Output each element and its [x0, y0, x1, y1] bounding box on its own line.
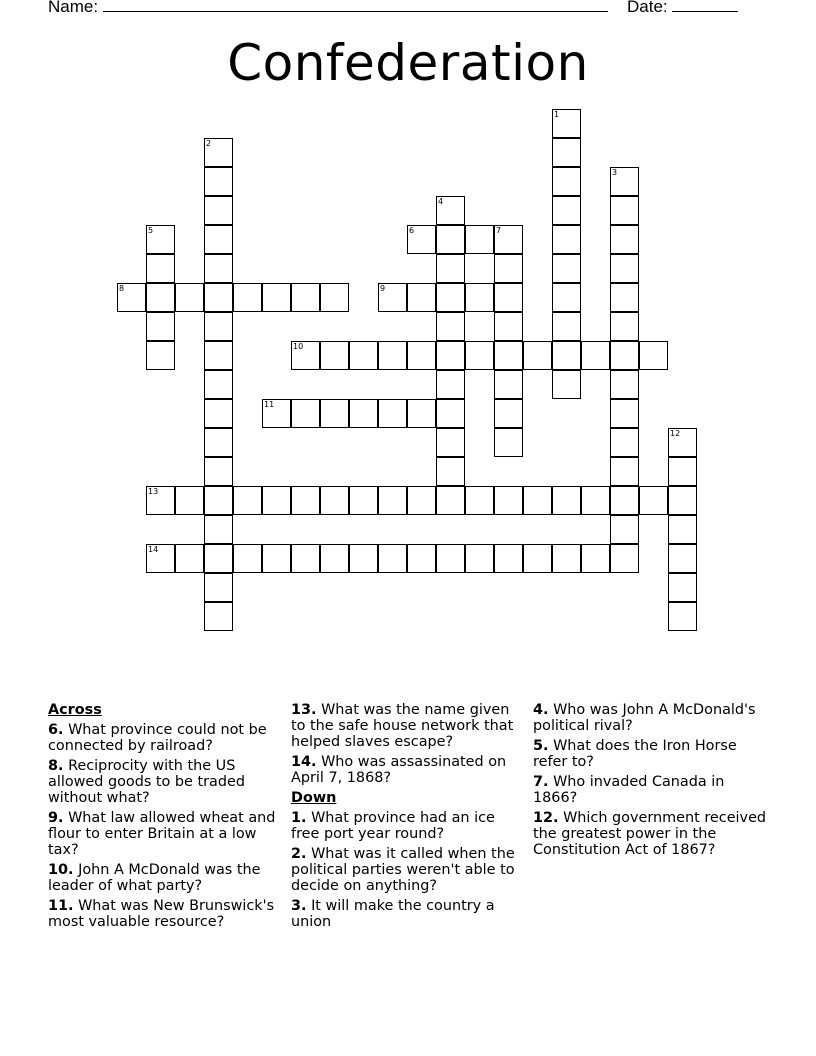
grid-cell[interactable] — [639, 341, 668, 370]
grid-cell[interactable] — [494, 399, 523, 428]
grid-cell[interactable] — [204, 312, 233, 341]
grid-cell[interactable] — [291, 283, 320, 312]
grid-cell[interactable] — [610, 370, 639, 399]
grid-cell[interactable] — [146, 486, 175, 515]
grid-cell[interactable] — [349, 341, 378, 370]
grid-cell[interactable] — [610, 196, 639, 225]
clue-number: 2 — [206, 139, 212, 148]
clue-across-13: 13. What was the name given to the safe house network that helped slaves escape? — [291, 702, 514, 750]
grid-cell[interactable] — [378, 486, 407, 515]
grid-cell[interactable] — [262, 283, 291, 312]
grid-cell[interactable] — [465, 544, 494, 573]
clue-number: 11 — [264, 400, 275, 409]
clues-column-2 — [291, 702, 527, 934]
grid-cell[interactable] — [436, 341, 465, 370]
grid-cell[interactable] — [523, 341, 552, 370]
grid-cell[interactable] — [291, 486, 320, 515]
grid-cell[interactable] — [494, 428, 523, 457]
grid-cell[interactable] — [146, 312, 175, 341]
clue-number: 14 — [148, 545, 159, 554]
grid-cell[interactable] — [581, 341, 610, 370]
grid-cell[interactable] — [610, 486, 639, 515]
clue-number: 8 — [119, 284, 125, 293]
grid-cell[interactable] — [465, 283, 494, 312]
grid-cell[interactable] — [146, 283, 175, 312]
clue-down-2: 2. What was it called when the political parties weren't able to decide on anything? — [291, 846, 515, 894]
clue-across-10: 10. John A McDonald was the leader of what party? — [48, 862, 261, 894]
clue-number: 6 — [409, 226, 415, 235]
grid-cell[interactable] — [378, 283, 407, 312]
clue-number: 9 — [380, 284, 386, 293]
grid-cell[interactable] — [436, 196, 465, 225]
grid-cell[interactable] — [436, 457, 465, 486]
grid-cell[interactable] — [668, 573, 697, 602]
grid-cell[interactable] — [494, 254, 523, 283]
grid-cell[interactable] — [610, 544, 639, 573]
grid-cell[interactable] — [552, 370, 581, 399]
grid-cell[interactable] — [262, 399, 291, 428]
clue-number: 1 — [554, 110, 560, 119]
grid-cell[interactable] — [175, 486, 204, 515]
clue-number: 12 — [670, 429, 681, 438]
grid-cell[interactable] — [233, 544, 262, 573]
grid-cell[interactable] — [552, 225, 581, 254]
grid-cell[interactable] — [668, 602, 697, 631]
grid-cell[interactable] — [204, 341, 233, 370]
grid-cell[interactable] — [378, 544, 407, 573]
grid-cell[interactable] — [552, 109, 581, 138]
grid-cell[interactable] — [146, 544, 175, 573]
grid-cell[interactable] — [291, 341, 320, 370]
grid-cell[interactable] — [233, 283, 262, 312]
grid-cell[interactable] — [204, 399, 233, 428]
grid-cell[interactable] — [610, 428, 639, 457]
grid-cell[interactable] — [204, 196, 233, 225]
grid-cell[interactable] — [436, 312, 465, 341]
clue-across-6: 6. What province could not be connected by railroad? — [48, 722, 267, 754]
grid-cell[interactable] — [668, 515, 697, 544]
grid-cell[interactable] — [146, 341, 175, 370]
grid-cell[interactable] — [465, 486, 494, 515]
grid-cell[interactable] — [320, 486, 349, 515]
grid-cell[interactable] — [204, 167, 233, 196]
grid-cell[interactable] — [610, 457, 639, 486]
grid-cell[interactable] — [610, 283, 639, 312]
grid-cell[interactable] — [494, 370, 523, 399]
clue-number: 10 — [293, 342, 304, 351]
grid-cell[interactable] — [407, 399, 436, 428]
grid-cell[interactable] — [291, 399, 320, 428]
grid-cell[interactable] — [436, 544, 465, 573]
grid-cell[interactable] — [523, 486, 552, 515]
grid-cell[interactable] — [204, 486, 233, 515]
grid-cell[interactable] — [204, 138, 233, 167]
clue-number: 5 — [148, 226, 154, 235]
grid-cell[interactable] — [610, 399, 639, 428]
across-heading: Across — [48, 702, 102, 718]
grid-cell[interactable] — [320, 283, 349, 312]
clue-number: 4 — [438, 197, 444, 206]
grid-cell[interactable] — [320, 341, 349, 370]
grid-cell[interactable] — [407, 544, 436, 573]
grid-cell[interactable] — [552, 544, 581, 573]
grid-cell[interactable] — [494, 312, 523, 341]
grid-cell[interactable] — [436, 486, 465, 515]
grid-cell[interactable] — [668, 486, 697, 515]
grid-cell[interactable] — [204, 254, 233, 283]
grid-cell[interactable] — [552, 167, 581, 196]
clue-across-11: 11. What was New Brunswick's most valuable resource? — [48, 898, 275, 930]
clue-down-5: 5. What does the Iron Horse refer to? — [533, 738, 737, 770]
date-label: Date: — [627, 0, 668, 16]
grid-cell[interactable] — [175, 283, 204, 312]
grid-cell[interactable] — [610, 312, 639, 341]
grid-cell[interactable] — [436, 254, 465, 283]
clue-down-1: 1. What province had an ice free port year round? — [291, 810, 495, 842]
grid-cell[interactable] — [262, 486, 291, 515]
grid-cell[interactable] — [581, 544, 610, 573]
grid-cell[interactable] — [204, 225, 233, 254]
grid-cell[interactable] — [494, 283, 523, 312]
grid-cell[interactable] — [204, 457, 233, 486]
grid-cell[interactable] — [552, 138, 581, 167]
grid-cell[interactable] — [610, 225, 639, 254]
grid-cell[interactable] — [262, 544, 291, 573]
grid-cell[interactable] — [465, 225, 494, 254]
grid-cell[interactable] — [465, 341, 494, 370]
clue-down-7: 7. Who invaded Canada in 1866? — [533, 774, 725, 806]
clue-across-14: 14. Who was assassinated on April 7, 1868? — [291, 754, 507, 786]
grid-cell[interactable] — [378, 341, 407, 370]
grid-cell[interactable] — [146, 254, 175, 283]
clue-number: 3 — [612, 168, 618, 177]
grid-cell[interactable] — [146, 225, 175, 254]
grid-cell[interactable] — [407, 341, 436, 370]
grid-cell[interactable] — [349, 486, 378, 515]
grid-cell[interactable] — [204, 428, 233, 457]
grid-cell[interactable] — [407, 225, 436, 254]
grid-cell[interactable] — [320, 544, 349, 573]
grid-cell[interactable] — [378, 399, 407, 428]
clue-number: 7 — [496, 226, 502, 235]
grid-cell[interactable] — [610, 515, 639, 544]
grid-cell[interactable] — [320, 399, 349, 428]
grid-cell[interactable] — [668, 457, 697, 486]
grid-cell[interactable] — [494, 225, 523, 254]
clues-column-1 — [48, 702, 284, 934]
grid-cell[interactable] — [175, 544, 204, 573]
grid-cell[interactable] — [407, 486, 436, 515]
grid-cell[interactable] — [552, 196, 581, 225]
clue-number: 13 — [148, 487, 159, 496]
grid-cell[interactable] — [291, 544, 320, 573]
grid-cell[interactable] — [552, 486, 581, 515]
grid-cell[interactable] — [436, 428, 465, 457]
clue-across-8: 8. Reciprocity with the US allowed goods to be traded without what? — [48, 758, 245, 806]
down-heading: Down — [291, 790, 337, 806]
clue-across-9: 9. What law allowed wheat and flour to enter Britain at a low tax? — [48, 810, 276, 858]
grid-cell[interactable] — [436, 283, 465, 312]
grid-cell[interactable] — [204, 544, 233, 573]
page-title: Confederation — [227, 34, 589, 92]
grid-cell[interactable] — [204, 602, 233, 631]
grid-cell[interactable] — [494, 341, 523, 370]
grid-cell[interactable] — [639, 486, 668, 515]
grid-cell[interactable] — [204, 573, 233, 602]
grid-cell[interactable] — [668, 544, 697, 573]
grid-cell[interactable] — [552, 341, 581, 370]
grid-cell[interactable] — [436, 399, 465, 428]
grid-cell[interactable] — [204, 370, 233, 399]
grid-cell[interactable] — [581, 486, 610, 515]
grid-cell[interactable] — [204, 515, 233, 544]
grid-cell[interactable] — [436, 370, 465, 399]
grid-cell[interactable] — [117, 283, 146, 312]
grid-cell[interactable] — [204, 283, 233, 312]
clue-down-4: 4. Who was John A McDonald's political rival? — [533, 702, 756, 734]
grid-cell[interactable] — [349, 399, 378, 428]
grid-cell[interactable] — [552, 254, 581, 283]
grid-cell[interactable] — [610, 167, 639, 196]
grid-cell[interactable] — [610, 341, 639, 370]
clues-column-3 — [533, 702, 769, 862]
grid-cell[interactable] — [494, 486, 523, 515]
grid-cell[interactable] — [552, 312, 581, 341]
grid-cell[interactable] — [668, 428, 697, 457]
grid-cell[interactable] — [552, 283, 581, 312]
grid-cell[interactable] — [436, 225, 465, 254]
name-label: Name: — [48, 0, 99, 16]
grid-cell[interactable] — [407, 283, 436, 312]
grid-cell[interactable] — [610, 254, 639, 283]
grid-cell[interactable] — [523, 544, 552, 573]
clue-down-3: 3. It will make the country a union — [291, 898, 495, 930]
grid-cell[interactable] — [349, 544, 378, 573]
clue-down-12: 12. Which government received the greatest power in the Constitution Act of 1867? — [533, 810, 767, 858]
grid-cell[interactable] — [494, 544, 523, 573]
grid-cell[interactable] — [233, 486, 262, 515]
